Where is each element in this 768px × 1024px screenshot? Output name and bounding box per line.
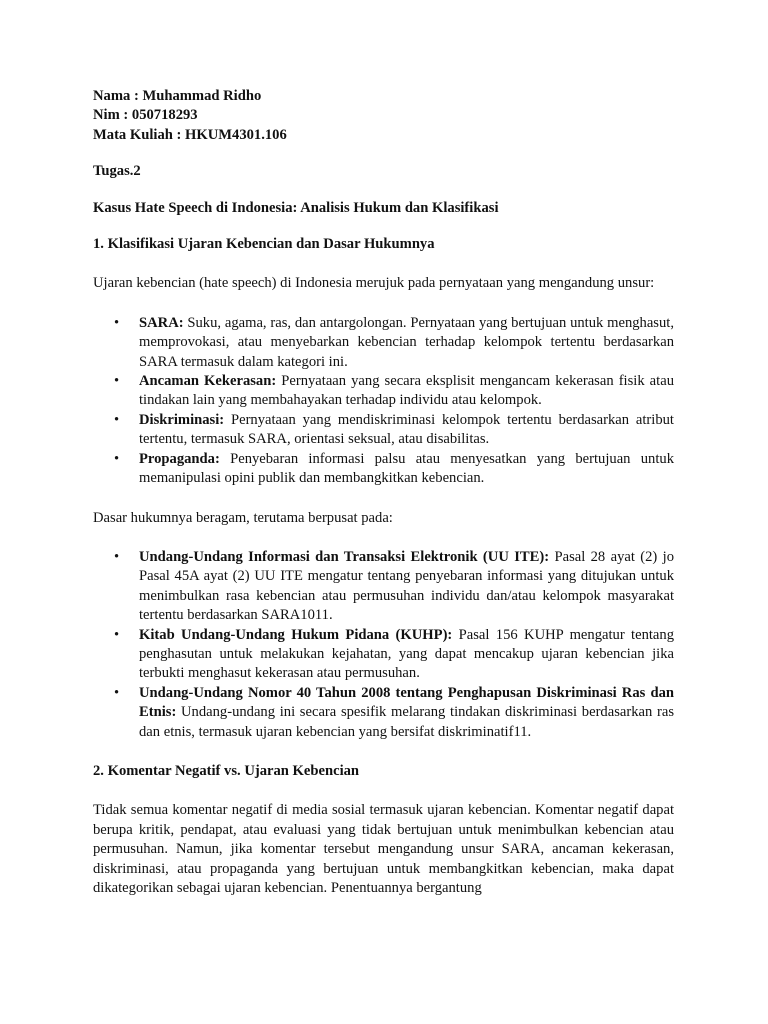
section2-paragraph: Tidak semua komentar negatif di media sosial termasuk ujaran kebencian. Komentar negatif dapat berupa kritik, pendapat, atau evaluasi yang tidak bertujuan untuk menimbulkan kebencian atau permusuhan. Namun, jika komentar tersebut mengandung unsur SARA, ancaman kekerasan, diskriminasi, atau propaganda yang bertujuan untuk membangkitkan kebencian, maka dapat dikategorikan sebagai ujaran kebencian. Penentuannya bergantung [93, 802, 674, 896]
student-nim: Nim : 050718293 [93, 107, 198, 124]
list-item [114, 684, 674, 742]
bullet-icon: • [114, 548, 120, 565]
list-item-term: Ancaman Kekerasan: [139, 373, 277, 390]
legal-basis-intro: Dasar hukumnya beragam, terutama berpusat pada: [93, 509, 393, 526]
bullet-icon: • [114, 314, 120, 331]
list-item-term: Undang-Undang Nomor 40 Tahun 2008 tentang Penghapusan Diskriminasi Ras dan Etnis: [139, 684, 674, 721]
list-item-text: Penyebaran informasi palsu atau menyesatkan yang bertujuan untuk memanipulasi opini publik dan membangkitkan kebencian. [139, 450, 674, 487]
bullet-icon: • [114, 684, 120, 701]
list-item-term: Undang-Undang Informasi dan Transaksi Elektronik (UU ITE): [139, 548, 550, 565]
bullet-icon: • [114, 411, 120, 428]
list-item-text: Undang-undang ini secara spesifik melarang tindakan diskriminasi berdasarkan ras dan etnis, termasuk ujaran kebencian yang bersifat diskriminatif11. [139, 704, 674, 740]
list-item-text: Pasal 156 KUHP mengatur tentang penghasutan untuk melakukan kejahatan, yang dapat mencakup ujaran kebencian jika terbukti menghasut kekerasan atau permusuhan. [139, 626, 674, 682]
bullet-icon: • [114, 373, 120, 390]
list-item [114, 548, 674, 626]
list-item-text: Pasal 28 ayat (2) jo Pasal 45A ayat (2) UU ITE mengatur tentang penyebaran informasi yang ditujukan untuk menimbulkan rasa kebencian atau permusuhan individu dan/atau kelompok masyarakat tertentu berdasarkan SARA1011. [139, 548, 674, 624]
list-item-text: Pernyataan yang mendiskriminasi kelompok tertentu berdasarkan atribut tertentu, termasuk SARA, orientasi seksual, atau disabilitas. [139, 411, 674, 448]
list-item [114, 372, 674, 411]
document-title: Kasus Hate Speech di Indonesia: Analisis Hukum dan Klasifikasi [93, 199, 499, 216]
list-item [114, 411, 674, 450]
list-item-term: Kitab Undang-Undang Hukum Pidana (KUHP): [139, 626, 453, 643]
assignment-label: Tugas.2 [93, 163, 141, 180]
list-item-text: Pernyataan yang secara eksplisit mengancam kekerasan fisik atau tindakan lain yang membahayakan terhadap individu atau kelompok. [139, 373, 674, 409]
section1-intro: Ujaran kebencian (hate speech) di Indonesia merujuk pada pernyataan yang mengandung unsur: [93, 275, 655, 292]
student-name: Nama : Muhammad Ridho [93, 88, 262, 104]
student-info [93, 87, 674, 145]
section2-heading: 2. Komentar Negatif vs. Ujaran Kebencian [93, 762, 360, 779]
course-code: Mata Kuliah : HKUM4301.106 [93, 126, 287, 143]
list-item [114, 626, 674, 684]
list-item-term: SARA: [139, 314, 184, 331]
hate-speech-elements-list [93, 314, 674, 489]
list-item [114, 314, 674, 372]
list-item [114, 450, 674, 489]
legal-basis-list [93, 548, 674, 742]
list-item-term: Diskriminasi: [139, 411, 225, 428]
bullet-icon: • [114, 450, 120, 467]
list-item-text: Suku, agama, ras, dan antargolongan. Pernyataan yang bertujuan untuk menghasut, memprovokasi, atau menyebarkan kebencian terhadap kelompok tertentu berdasarkan SARA termasuk dalam kategori ini. [139, 314, 674, 370]
list-item-term: Propaganda: [139, 450, 220, 467]
bullet-icon: • [114, 626, 120, 643]
section1-heading: 1. Klasifikasi Ujaran Kebencian dan Dasar Hukumnya [93, 236, 435, 253]
